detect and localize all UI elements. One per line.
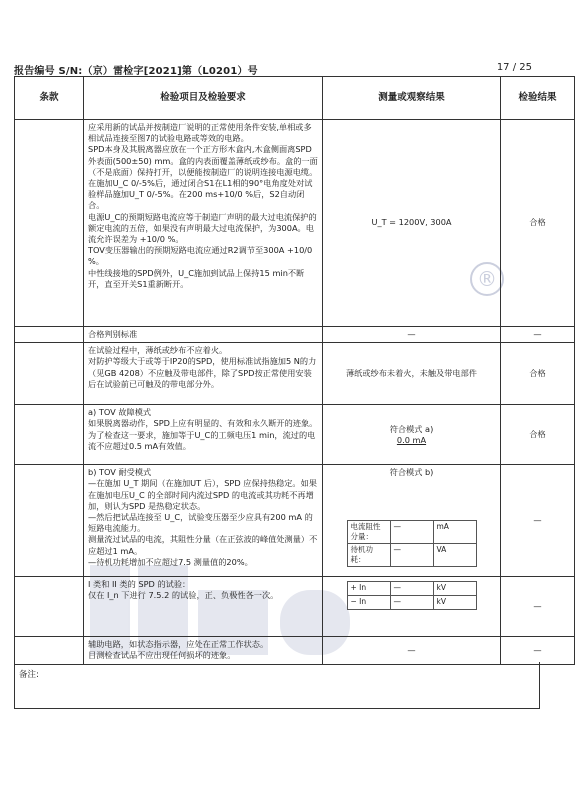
result-cell: — — [323, 327, 501, 343]
table-row — [15, 120, 575, 327]
table-row — [15, 405, 575, 465]
item-cell — [84, 637, 323, 665]
report-number: 报告编号 S/N:（京）雷检字[2021]第（L0201）号 — [14, 66, 258, 77]
conclusion-cell: — — [501, 327, 575, 343]
conclusion-cell: 合格 — [501, 120, 575, 327]
conclusion-cell: — — [501, 577, 575, 637]
col-result-desc: 测量或观察结果 — [323, 77, 501, 120]
page-number: 17 / 25 — [496, 62, 532, 73]
item-cell — [84, 343, 323, 405]
clause-cell — [15, 405, 84, 465]
item-cell — [84, 465, 323, 577]
item-line: —待机功耗增加不应超过7.5 测量值的20%。 — [88, 556, 253, 567]
sub-unit: mA — [433, 521, 476, 544]
result-title: 符合模式 b) — [389, 467, 434, 478]
inspection-table — [14, 76, 575, 665]
clause-cell — [15, 637, 84, 665]
result-value: 0.0 mA — [396, 434, 427, 445]
clause-cell — [15, 465, 84, 577]
item-cell — [84, 405, 323, 465]
item-line: 仅在 I_n 下进行 7.5.2 的试验，正、负极性各一次。 — [88, 590, 279, 601]
item-line: 如果脱离器动作，SPD上应有明显的、有效和永久断开的迹象。 — [88, 418, 318, 429]
col-item: 检验项目及检验要求 — [84, 77, 323, 120]
conclusion-cell: 合格 — [501, 405, 575, 465]
sub-label: − In — [347, 596, 390, 610]
item-cell — [84, 120, 323, 327]
table-row — [15, 637, 575, 665]
table-row — [15, 577, 575, 637]
sub-table — [347, 581, 477, 610]
sub-label: 待机功耗： — [347, 544, 390, 567]
sub-value: — — [390, 582, 433, 596]
result-cell — [323, 465, 501, 577]
item-line: 测量流过试品的电流，其阻性分量（在正弦波的峰值处测量）不应超过1 mA。 — [88, 534, 318, 556]
result-cell — [323, 577, 501, 637]
item-line: 中性线接地的SPD例外，U_C施加到试品上保持15 min不断开，直至开关S1重新断开。 — [88, 267, 305, 289]
clause-cell — [15, 120, 84, 327]
clause-cell — [15, 577, 84, 637]
result-title: 符合模式 a) — [389, 423, 434, 434]
col-clause: 条款 — [15, 77, 84, 120]
item-line: 为了检查这一要求，施加等于U_C的工频电压1 min，流过的电流不应超过0.5 mA有效值。 — [88, 429, 316, 451]
remark-label: 备注: — [19, 670, 39, 680]
result-cell: — — [323, 637, 501, 665]
sub-label: + In — [347, 582, 390, 596]
conclusion-cell: — — [501, 637, 575, 665]
item-line: 辅助电路，如状态指示器，应处在正常工作状态。 — [88, 639, 269, 650]
result-cell: 薄纸或纱布未着火，未触及带电部件 — [323, 343, 501, 405]
table-row — [15, 343, 575, 405]
item-line: —在施加 U_T 期间（在施加UT 后），SPD 应保持热稳定。如果在施加电压U_C 的全部时间内流过SPD 的电流或其功耗不再增加，则认为SPD 是热稳定状态。 — [88, 478, 317, 511]
table-row — [15, 327, 575, 343]
item-line: 在试验过程中，薄纸或纱布不应着火。 — [88, 345, 228, 356]
conclusion-cell: 合格 — [501, 343, 575, 405]
item-line: 目测检查试品不应出现任何损坏的迹象。 — [88, 650, 236, 661]
sub-unit: kV — [433, 582, 476, 596]
registered-mark-icon: ® — [470, 262, 504, 296]
result-cell: U_T = 1200V, 300A — [323, 120, 501, 327]
sub-table — [347, 520, 477, 567]
item-line: 电源U_C的预期短路电流应等于制造厂声明的最大过电流保护的额定电流的五倍，如果没有声明最大过电流保护，为300A。电流允许误差为 +10/0 %。 — [88, 211, 317, 245]
item-cell — [84, 577, 323, 637]
result-cell — [323, 405, 501, 465]
sub-unit: kV — [433, 596, 476, 610]
item-line: —然后把试品连接至 U_C，试验变压器至少应具有200 mA 的短路电流能力。 — [88, 512, 313, 534]
item-line: I 类和 II 类的 SPD 的试验： — [88, 579, 191, 590]
sub-value: — — [390, 596, 433, 610]
item-line: TOV变压器输出的预期短路电流应通过R2调节至300A +10/0 %。 — [88, 245, 313, 267]
item-cell: 合格判别标准 — [84, 327, 323, 343]
table-row — [15, 465, 575, 577]
conclusion-cell: — — [501, 465, 575, 577]
item-line: b) TOV 耐受模式 — [88, 467, 152, 478]
item-line: a) TOV 故障模式 — [88, 407, 152, 418]
sub-unit: VA — [433, 544, 476, 567]
remark-box — [14, 662, 540, 709]
sub-value: — — [390, 544, 433, 567]
item-line: SPD本身及其脱离器应放在一个正方形木盒内,木盒侧面离SPD外表面(500±50) mm。盒的内表面覆盖薄纸或纱布。盒的一面（不是底面）保持打开，以便能按制造厂的说明连接电源电缆。在施加U_C 0/-5%后，通过闭合S1在L1相的90°电角度处对试验样品施加U_T 0/-5%。在200 ms+10/0 %后，S2自动闭合。 — [88, 144, 318, 211]
sub-value: — — [390, 521, 433, 544]
clause-cell — [15, 327, 84, 343]
clause-cell — [15, 343, 84, 405]
item-line: 对防护等级大于或等于IP20的SPD，使用标准试指施加5 N的力（见GB 4208）不应触及带电部件，除了SPD按正常使用安装后在试验前已可触及的带电部分外。 — [88, 356, 317, 389]
col-conclusion: 检验结果 — [501, 77, 575, 120]
item-line: 应采用新的试品并按制造厂说明的正常使用条件安装,单相或多相试品连接至图7的试验电路或等效的电路。 — [88, 122, 312, 144]
sub-label: 电流阻性分量： — [347, 521, 390, 544]
